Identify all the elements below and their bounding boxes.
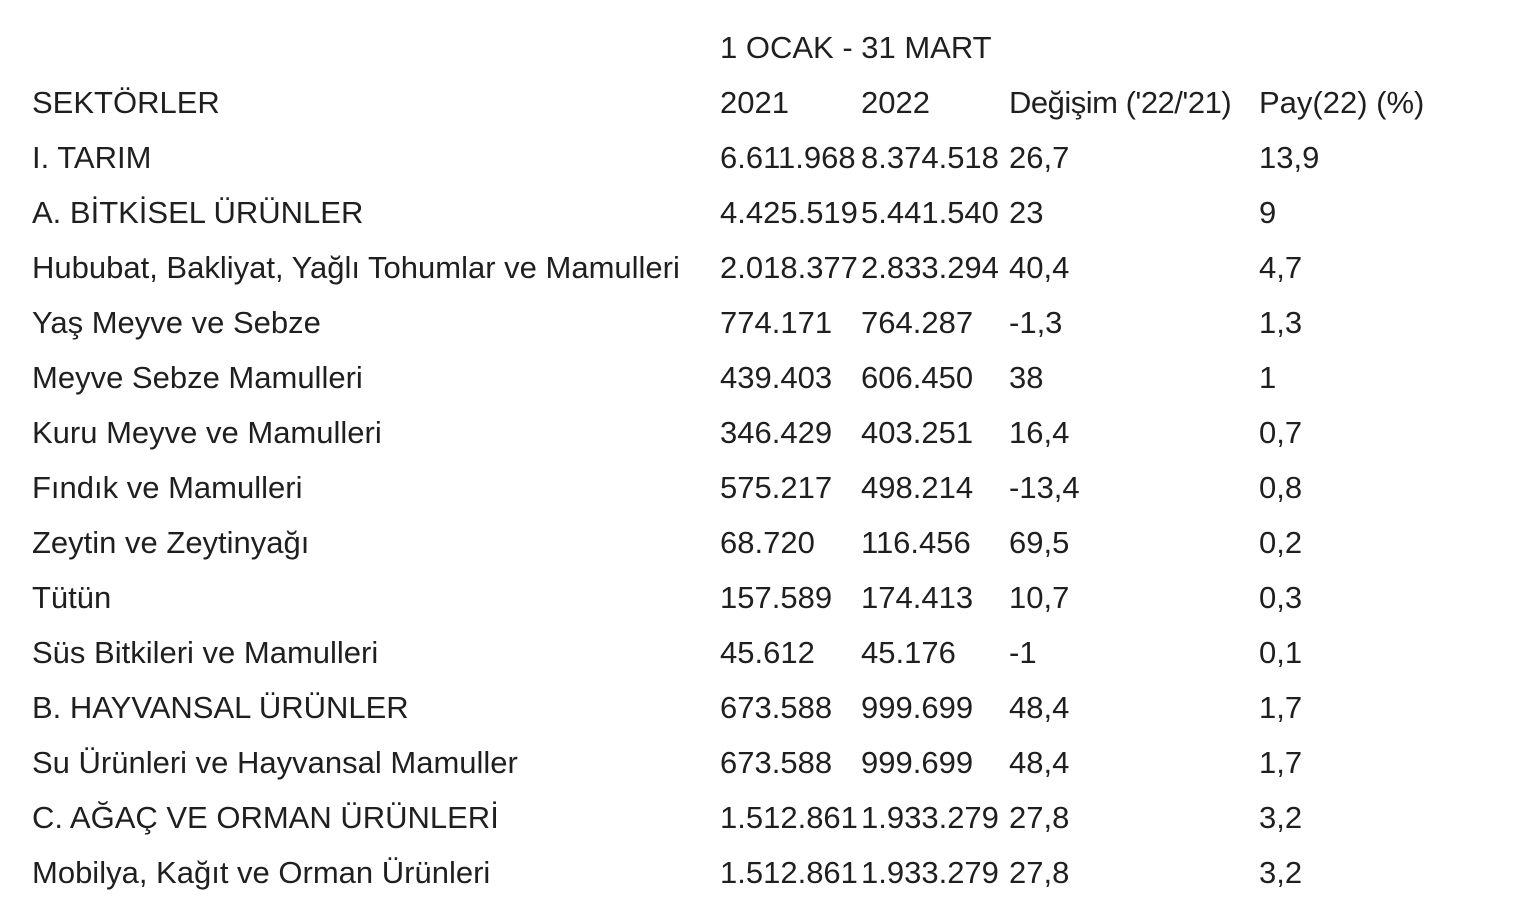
value-2021-cell: 4.425.519 [720, 195, 858, 230]
sector-cell: Hububat, Bakliyat, Yağlı Tohumlar ve Mamulleri [32, 250, 680, 285]
table-row [32, 240, 1472, 295]
table-row [32, 295, 1472, 350]
column-header-row [32, 75, 1472, 130]
sector-cell: A. BİTKİSEL ÜRÜNLER [32, 195, 364, 230]
value-2022-cell: 1.933.279 [861, 800, 999, 835]
value-2021-cell: 6.611.968 [720, 140, 856, 175]
value-2022-cell: 606.450 [861, 360, 974, 395]
change-cell: 16,4 [1009, 415, 1070, 450]
share-cell: 13,9 [1259, 140, 1320, 175]
value-2022-cell: 116.456 [861, 525, 971, 560]
header-change: Değişim ('22/'21) [1009, 85, 1232, 120]
change-cell: 38 [1009, 360, 1044, 395]
table-row [32, 130, 1472, 185]
share-cell: 0,8 [1259, 470, 1303, 505]
table-row [32, 460, 1472, 515]
value-2021-cell: 45.612 [720, 635, 815, 670]
sector-cell: Meyve Sebze Mamulleri [32, 360, 363, 395]
table-body [32, 130, 1472, 900]
change-cell: 26,7 [1009, 140, 1070, 175]
value-2021-cell: 68.720 [720, 525, 815, 560]
value-2021-cell: 157.589 [720, 580, 833, 615]
value-2021-cell: 575.217 [720, 470, 833, 505]
header-2022: 2022 [861, 85, 930, 120]
sector-cell: Yaş Meyve ve Sebze [32, 305, 321, 340]
sector-cell: Kuru Meyve ve Mamulleri [32, 415, 382, 450]
sector-cell: Zeytin ve Zeytinyağı [32, 525, 310, 560]
period-header-row [32, 20, 1472, 75]
change-cell: 27,8 [1009, 800, 1070, 835]
header-share: Pay(22) (%) [1259, 85, 1425, 120]
table-row [32, 350, 1472, 405]
sector-cell: B. HAYVANSAL ÜRÜNLER [32, 690, 409, 725]
share-cell: 3,2 [1259, 800, 1303, 835]
change-cell: -1,3 [1009, 305, 1063, 340]
table-row [32, 790, 1472, 845]
value-2022-cell: 5.441.540 [861, 195, 999, 230]
change-cell: 10,7 [1009, 580, 1070, 615]
change-cell: 48,4 [1009, 745, 1070, 780]
sector-cell: Mobilya, Kağıt ve Orman Ürünleri [32, 855, 491, 890]
table-row [32, 185, 1472, 240]
value-2022-cell: 999.699 [861, 690, 974, 725]
table-row [32, 845, 1472, 900]
share-cell: 0,1 [1259, 635, 1303, 670]
table-row [32, 570, 1472, 625]
share-cell: 0,2 [1259, 525, 1303, 560]
change-cell: 40,4 [1009, 250, 1070, 285]
value-2021-cell: 673.588 [720, 690, 833, 725]
sector-cell: Tütün [32, 580, 112, 615]
change-cell: 23 [1009, 195, 1044, 230]
value-2021-cell: 2.018.377 [720, 250, 858, 285]
period-header-spacer [32, 20, 720, 75]
change-cell: 69,5 [1009, 525, 1070, 560]
share-cell: 3,2 [1259, 855, 1303, 890]
value-2022-cell: 2.833.294 [861, 250, 999, 285]
value-2022-cell: 1.933.279 [861, 855, 999, 890]
share-cell: 1 [1259, 360, 1277, 395]
value-2022-cell: 999.699 [861, 745, 974, 780]
change-cell: -13,4 [1009, 470, 1080, 505]
sector-cell: Su Ürünleri ve Hayvansal Mamuller [32, 745, 518, 780]
value-2022-cell: 498.214 [861, 470, 974, 505]
share-cell: 1,3 [1259, 305, 1303, 340]
header-sector: SEKTÖRLER [32, 85, 220, 120]
change-cell: -1 [1009, 635, 1037, 670]
export-table-container [32, 20, 1492, 900]
change-cell: 48,4 [1009, 690, 1070, 725]
value-2021-cell: 774.171 [720, 305, 833, 340]
sector-export-table [32, 20, 1472, 900]
share-cell: 9 [1259, 195, 1277, 230]
header-2021: 2021 [720, 85, 789, 120]
value-2022-cell: 403.251 [861, 415, 974, 450]
table-row [32, 405, 1472, 460]
table-row [32, 735, 1472, 790]
share-cell: 1,7 [1259, 745, 1303, 780]
value-2021-cell: 1.512.861 [720, 800, 858, 835]
sector-cell: C. AĞAÇ VE ORMAN ÜRÜNLERİ [32, 800, 499, 835]
share-cell: 0,7 [1259, 415, 1303, 450]
share-cell: 4,7 [1259, 250, 1303, 285]
change-cell: 27,8 [1009, 855, 1070, 890]
sector-cell: Fındık ve Mamulleri [32, 470, 303, 505]
period-label: 1 OCAK - 31 MART [720, 30, 992, 65]
table-row [32, 515, 1472, 570]
value-2022-cell: 764.287 [861, 305, 974, 340]
value-2022-cell: 174.413 [861, 580, 974, 615]
share-cell: 1,7 [1259, 690, 1303, 725]
value-2022-cell: 8.374.518 [861, 140, 999, 175]
value-2021-cell: 1.512.861 [720, 855, 858, 890]
table-row [32, 625, 1472, 680]
value-2021-cell: 673.588 [720, 745, 833, 780]
value-2022-cell: 45.176 [861, 635, 956, 670]
value-2021-cell: 346.429 [720, 415, 833, 450]
sector-cell: Süs Bitkileri ve Mamulleri [32, 635, 379, 670]
value-2021-cell: 439.403 [720, 360, 833, 395]
table-row [32, 680, 1472, 735]
sector-cell: I. TARIM [32, 140, 152, 175]
share-cell: 0,3 [1259, 580, 1303, 615]
